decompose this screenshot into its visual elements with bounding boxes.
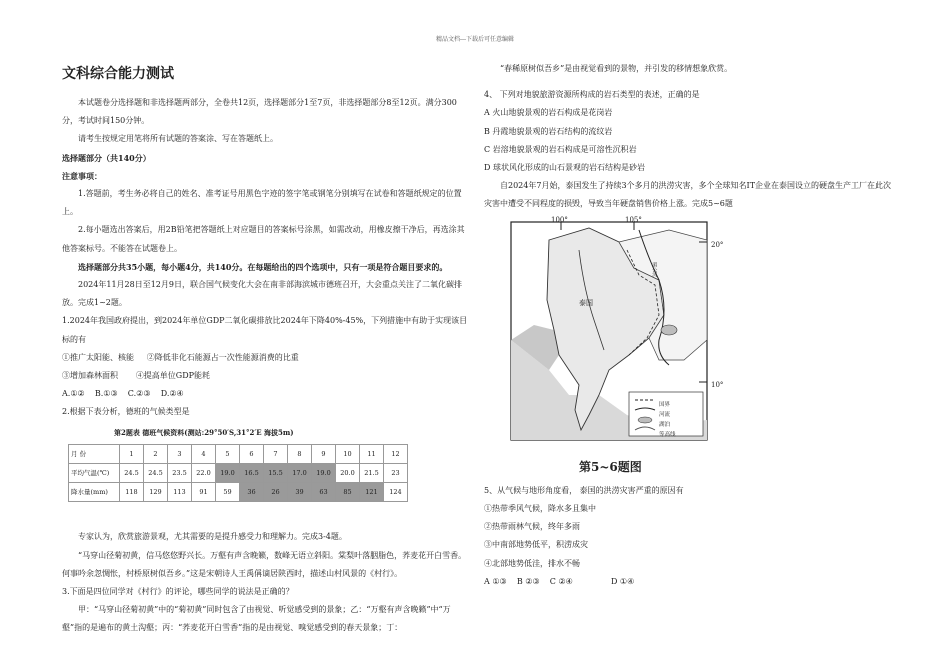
month-cell: 4: [192, 444, 216, 463]
q5-choices: [484, 573, 894, 591]
lon-105-label: 105°: [625, 215, 642, 224]
q1-item: ①推广太阳能、核能: [62, 352, 134, 362]
temp-cell: 17.0: [288, 464, 312, 483]
rains-row: [69, 483, 408, 502]
temp-cell: 19.0: [312, 464, 336, 483]
q1-item: ③增加森林面积: [62, 371, 118, 381]
intro-para-1: 本试题卷分选择题和非选择题两部分，全卷共12页，选择题部分1至7页，非选择题部分8至12页。满分300分，考试时间150分钟。: [62, 98, 457, 126]
header-note: 精品文档---下载后可任意编辑: [435, 36, 515, 43]
notice-title: 注意事项：: [62, 170, 102, 181]
notice-2: 2.每小题选出答案后，用2B铅笔把答题纸上对应题目的答案标号涂黑，如需改动，用橡皮擦干净后，再选涂其他答案标号。不能答在试题卷上。: [62, 225, 465, 253]
q5-choice: D ①④: [610, 576, 635, 586]
legend-lake-symbol: [638, 417, 652, 423]
q1-choice: C.②③: [127, 389, 151, 399]
q5-item: ③中南部地势低平，积涝成灾: [484, 540, 588, 550]
rain-cell: 59: [216, 483, 240, 502]
q1-item: ④提高单位GDP能耗: [135, 371, 210, 381]
q5-stem: 5、从气候与地形角度看， 泰国的洪涝灾害严重的原因有: [484, 485, 684, 495]
month-cell: 7: [264, 444, 288, 463]
left-column: [62, 60, 468, 638]
q4-option: C 岩溶地貌景观的岩石构成是可溶性沉积岩: [484, 144, 637, 154]
page-title: 文科综合能力测试: [62, 66, 174, 82]
q3-cont: “春稀原树似吾乡”是由视觉看到的景物，并引发的移情想象欣赏。: [500, 64, 733, 73]
lat-10-label: 10°: [711, 380, 724, 389]
temp-label: 平均气温(℃): [69, 464, 120, 483]
legend-item: 等高线: [659, 431, 676, 438]
q5-item: ④北部地势低洼，排水不畅: [484, 558, 580, 568]
month-cell: 9: [312, 444, 336, 463]
q5-item: ②热带雨林气候，终年多雨: [484, 522, 580, 532]
legend-item: 河流: [659, 411, 671, 418]
legend-item: 湖泊: [659, 421, 671, 428]
month-cell: 11: [360, 444, 384, 463]
month-cell: 8: [288, 444, 312, 463]
temp-cell: 22.0: [192, 464, 216, 483]
q1-choice: A.①②: [62, 389, 85, 399]
temp-cell: 23.5: [168, 464, 192, 483]
section-title: 选择题部分（共140分）: [62, 152, 151, 163]
q1-choice: D.②④: [160, 389, 184, 399]
notice-1: 1.答题前，考生务必将自己的姓名、准考证号用黑色字迹的签字笔或钢笔分别填写在试卷和答题纸规定的位置上。: [62, 189, 462, 217]
rain-cell: 39: [288, 483, 312, 502]
q1-item: ②降低非化石能源占一次性能源消费的比重: [146, 352, 299, 362]
river-label: 湄公河: [651, 261, 658, 277]
months-label: 月 份: [69, 444, 120, 463]
map-graphic: [509, 220, 709, 442]
poem: “马穿山径菊初黄，信马悠悠野兴长。万壑有声含晚籁，数峰无语立斜阳。棠梨叶落胭脂色，荞麦花开白雪香。何事吟余忽惆怅，村桥原树似吾乡。”这是宋朝诗人王禹偁谪居陕西时，描述山村风景的《村行》。: [62, 550, 467, 578]
q1-stem: 1.2024年我国政府提出，到2024年单位GDP二氧化碳排放比2024年下降40%-45%，下列措施中有助于实现该目标的有: [62, 316, 468, 344]
temp-cell: 16.5: [240, 464, 264, 483]
q5-choice: A ①③: [484, 576, 507, 586]
temp-cell: 21.5: [360, 464, 384, 483]
q5-choice: C ②④: [549, 576, 573, 586]
month-cell: 1: [120, 444, 144, 463]
intro-para-2: 请考生按规定用笔将所有试题的答案涂、写在答题纸上。: [78, 134, 278, 144]
legend-item: 国界: [659, 401, 671, 408]
rain-cell: 113: [168, 483, 192, 502]
rain-cell: 26: [264, 483, 288, 502]
month-cell: 2: [144, 444, 168, 463]
q4-option: B 丹霞地貌景观的岩石结构的流纹岩: [484, 126, 613, 136]
q1-items-row-2: [62, 367, 468, 385]
month-cell: 6: [240, 444, 264, 463]
passage-2: 专家认为，欣赏旅游景观，尤其需要的是提升感受力和理解力。完成3-4题。: [78, 532, 347, 542]
part-instruction: 选择题部分共35小题，每小题4分，共140分。在每题给出的四个选项中，只有一项是符合题目要求的。: [78, 261, 448, 272]
temp-cell: 24.5: [120, 464, 144, 483]
passage-3: 自2024年7月始，泰国发生了持续3个多月的洪涝灾害，多个全球知名IT企业在泰国设立的硬盘生产工厂在此次灾害中遭受不同程度的损毁，导致当年硬盘销售价格上涨。完成5~6题: [484, 181, 892, 209]
months-row: [69, 444, 408, 463]
right-column: [484, 60, 894, 591]
rain-cell: 129: [144, 483, 168, 502]
rain-cell: 63: [312, 483, 336, 502]
lon-100-label: 100°: [551, 215, 568, 224]
q3-text: 甲：“马穿山径菊初黄”中的“菊初黄”同时包含了由视觉、听觉感受到的景象；乙：“万壑有声含晚籁”中“万壑”指的是遍布的黄土沟壑；丙：“荞麦花开白雪香”指的是由视觉、嗅觉感受到的春天景象；丁：: [62, 605, 451, 633]
rain-cell: 85: [336, 483, 360, 502]
q2-stem: 2.根据下表分析，德班的气候类型是: [62, 407, 190, 417]
q5-item: ①热带季风气候，降水多且集中: [484, 504, 596, 514]
temp-cell: 23: [384, 464, 408, 483]
rain-cell: 121: [360, 483, 384, 502]
rain-cell: 124: [384, 483, 408, 502]
month-cell: 3: [168, 444, 192, 463]
q1-items-row-1: [62, 349, 468, 367]
map-caption: 第5~6题图: [579, 459, 642, 474]
q5-choice: B ②③: [516, 576, 540, 586]
rain-label: 降水量(mm): [69, 483, 120, 502]
rain-cell: 36: [240, 483, 264, 502]
temp-cell: 19.0: [216, 464, 240, 483]
climate-table: [68, 444, 408, 503]
rain-cell: 118: [120, 483, 144, 502]
q1-choices: [62, 385, 468, 403]
temp-cell: 20.0: [336, 464, 360, 483]
month-cell: 5: [216, 444, 240, 463]
country-label: 泰国: [579, 298, 593, 307]
temp-cell: 15.5: [264, 464, 288, 483]
rain-cell: 91: [192, 483, 216, 502]
month-cell: 12: [384, 444, 408, 463]
q4-option: D 球状风化形成的山石景观的岩石结构是砂岩: [484, 163, 645, 173]
lake: [661, 325, 677, 335]
temps-row: [69, 464, 408, 483]
q4-stem: 4、 下列对地貌旅游资源所构成的岩石类型的表述，正确的是: [484, 90, 700, 100]
q4-option: A 火山地貌景观的岩石构成是花岗岩: [484, 108, 613, 118]
month-cell: 10: [336, 444, 360, 463]
lat-20-label: 20°: [711, 240, 724, 249]
temp-cell: 24.5: [144, 464, 168, 483]
climate-table-caption: 第2题表 德班气候资料(测站:29°50′S,31°2′E 海拔5m): [114, 427, 294, 437]
thailand-map: [509, 215, 724, 458]
q1-choice: B.①③: [94, 389, 118, 399]
q3-stem: 3.下面是四位同学对《村行》的评论，哪些同学的说法是正确的？: [62, 587, 294, 597]
passage-1: 2024年11月28日至12月9日，联合国气候变化大会在南非部海滨城市德班召开，大会重点关注了二氧化碳排放。完成1~2题。: [62, 280, 462, 308]
